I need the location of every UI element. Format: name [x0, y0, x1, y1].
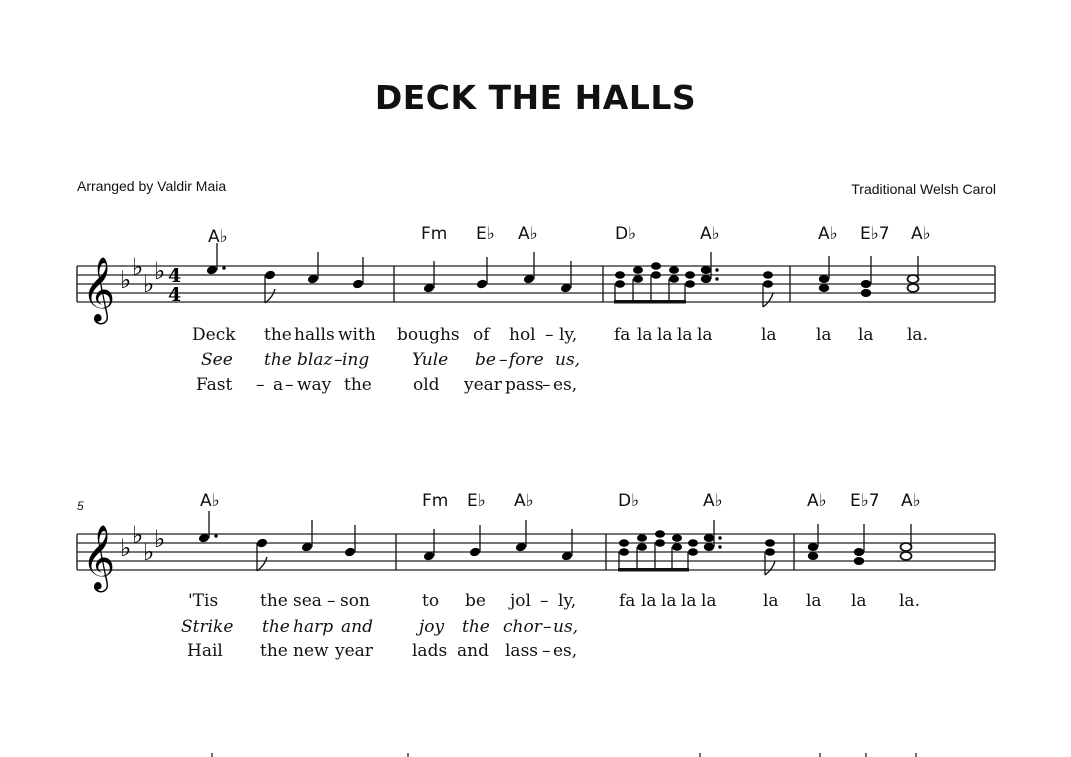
lyric-hyphen: –	[542, 375, 551, 395]
chord-symbol: A♭	[514, 491, 534, 511]
time-signature-denominator: 4	[168, 284, 182, 306]
lyric-syllable: la	[701, 591, 717, 611]
chord-symbol: D♭	[618, 491, 640, 511]
measure-4-notes	[819, 256, 919, 297]
lyric-syllable: son	[340, 591, 370, 611]
lyric-syllable: sea	[293, 591, 322, 611]
staff-system-1	[77, 243, 995, 324]
lyric-hyphen: –	[545, 325, 554, 345]
lyric-syllable: the	[264, 325, 292, 345]
lyric-hyphen: –	[543, 617, 552, 637]
key-signature-flats	[120, 253, 165, 298]
staff-system-2	[77, 511, 995, 592]
lyric-syllable: year	[464, 375, 502, 395]
lyric-syllable: the	[462, 617, 490, 637]
song-title: DECK THE HALLS	[374, 78, 697, 117]
lyric-syllable: a	[273, 375, 284, 395]
lyric-syllable: la	[816, 325, 832, 345]
measure-7-notes	[618, 520, 775, 575]
svg-text:♭: ♭	[132, 521, 144, 549]
lyric-syllable: Strike	[181, 617, 234, 637]
lyric-syllable: old	[413, 375, 440, 395]
lyric-hyphen: –	[540, 591, 549, 611]
treble-clef-icon: 𝄞	[82, 525, 116, 590]
lyric-syllable: Deck	[192, 325, 236, 345]
lyric-hyphen: –	[256, 375, 265, 395]
lyric-syllable: be	[475, 350, 496, 370]
chord-symbol: A♭	[911, 224, 931, 244]
lyric-syllable: us,	[553, 617, 579, 637]
measure-8-notes	[808, 524, 912, 565]
chord-symbol: E♭	[476, 224, 495, 244]
lyric-syllable: la	[637, 325, 653, 345]
lyric-syllable: 'Tis	[188, 591, 219, 611]
lyric-syllable: of	[473, 325, 490, 345]
chord-symbol: A♭	[807, 491, 827, 511]
lyric-syllable: la	[661, 591, 677, 611]
lyric-syllable: la.	[899, 591, 920, 611]
treble-clef-icon: 𝄞	[82, 257, 116, 322]
lyric-hyphen: –	[542, 641, 551, 661]
chord-symbol: A♭	[518, 224, 538, 244]
lyric-syllable: and	[341, 617, 373, 637]
lyric-syllable: lads	[412, 641, 448, 661]
svg-text:♭: ♭	[154, 257, 166, 285]
lyric-syllable: joy	[419, 617, 445, 637]
measure-6-notes	[423, 520, 574, 562]
lyric-syllable: ly,	[559, 325, 578, 345]
lyric-syllable: Fast	[196, 375, 233, 395]
lyric-syllable: la	[806, 591, 822, 611]
chord-symbol: A♭	[200, 491, 220, 511]
lyric-syllable: us,	[555, 350, 581, 370]
svg-text:♭: ♭	[143, 538, 155, 566]
lyric-syllable: way	[297, 375, 332, 395]
lyric-syllable: es,	[553, 641, 578, 661]
lyric-syllable: lass	[505, 641, 539, 661]
lyric-syllable: la	[761, 325, 777, 345]
lyric-syllable: year	[335, 641, 373, 661]
lyric-syllable: la	[641, 591, 657, 611]
measure-3-notes	[614, 252, 773, 307]
lyric-syllable: la	[677, 325, 693, 345]
chord-symbol: A♭	[901, 491, 921, 511]
lyric-syllable: the	[262, 617, 290, 637]
lyric-syllable: new	[293, 641, 329, 661]
lyric-syllable: pass	[505, 375, 544, 395]
lyric-syllable: the	[260, 641, 288, 661]
chord-symbol: A♭	[700, 224, 720, 244]
measure-number: 5	[77, 499, 84, 513]
chord-symbol: A♭	[208, 227, 228, 247]
measure-1-notes	[206, 243, 365, 303]
svg-text:♭: ♭	[154, 525, 166, 553]
lyric-syllable: the	[260, 591, 288, 611]
chord-symbol: E♭7	[860, 224, 890, 244]
lyric-syllable: jol	[510, 591, 531, 611]
svg-text:♭: ♭	[143, 270, 155, 298]
lyric-syllable: la	[763, 591, 779, 611]
lyric-syllable: harp	[293, 617, 334, 637]
lyric-hyphen: –	[327, 591, 336, 611]
chord-symbol: E♭	[467, 491, 486, 511]
chord-symbol: Fm	[421, 224, 448, 244]
chord-symbol: A♭	[703, 491, 723, 511]
composer-credit: Traditional Welsh Carol	[851, 181, 996, 197]
lyric-hyphen: –	[334, 350, 343, 370]
measure-5-notes	[198, 511, 357, 571]
lyric-syllable: hol	[509, 325, 536, 345]
svg-text:♭: ♭	[132, 253, 144, 281]
lyric-syllable: Hail	[187, 641, 223, 661]
lyric-syllable: la.	[907, 325, 928, 345]
arranger-credit: Arranged by Valdir Maia	[77, 178, 227, 194]
lyric-syllable: boughs	[397, 325, 460, 345]
lyric-syllable: and	[457, 641, 489, 661]
lyric-syllable: ing	[342, 350, 370, 370]
svg-text:♭: ♭	[120, 534, 132, 562]
lyric-hyphen: –	[285, 375, 294, 395]
lyric-syllable: the	[264, 350, 292, 370]
lyric-syllable: Yule	[412, 350, 449, 370]
chord-symbol: A♭	[818, 224, 838, 244]
svg-text:♭: ♭	[120, 266, 132, 294]
lyric-syllable: es,	[553, 375, 578, 395]
lyric-syllable: with	[338, 325, 376, 345]
lyric-syllable: fa	[614, 325, 631, 345]
lyric-syllable: fa	[619, 591, 636, 611]
lyric-hyphen: –	[499, 350, 508, 370]
lyric-syllable: la	[657, 325, 673, 345]
lyric-syllable: la	[851, 591, 867, 611]
next-system-fragment	[212, 753, 916, 757]
chord-symbol: E♭7	[850, 491, 880, 511]
lyric-syllable: fore	[509, 350, 544, 370]
chord-symbol: Fm	[422, 491, 449, 511]
lyric-syllable: la	[858, 325, 874, 345]
lyric-syllable: chor	[503, 617, 542, 637]
lyric-syllable: be	[465, 591, 486, 611]
chord-symbol: D♭	[615, 224, 637, 244]
lyric-syllable: ly,	[558, 591, 577, 611]
lyric-syllable: blaz	[297, 350, 333, 370]
lyric-syllable: the	[344, 375, 372, 395]
time-signature-numerator: 4	[168, 265, 182, 287]
lyric-syllable: la	[681, 591, 697, 611]
key-signature-flats	[120, 521, 165, 566]
measure-2-notes	[423, 252, 573, 294]
lyric-syllable: halls	[294, 325, 335, 345]
lyric-syllable: See	[201, 350, 233, 370]
lyric-syllable: to	[422, 591, 440, 611]
lyric-syllable: la	[697, 325, 713, 345]
